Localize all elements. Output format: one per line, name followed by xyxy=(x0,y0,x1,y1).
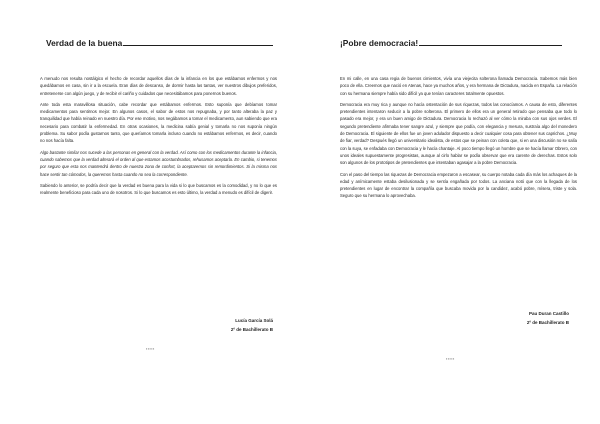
right-page xyxy=(300,0,600,424)
author-course: 2º de Bachillerato B xyxy=(230,327,273,332)
author-name: Pau Duran Castillo xyxy=(528,311,569,316)
paragraph: A menudo nos resulta nostálgico el hecho de recordar aquellos días de la infancia en los que estábamos enfermos y nos quedábamos en casa, sin ir a la escuela. Eran días de descanso, de dormir hasta las tantas, ver nuestros dibujos preferidos, entretenerse con algún juego, y de recibir el cariño y cuidados que necesitábamos para ponernos buenos. xyxy=(40,76,277,96)
page-mark: ▪▪▪▪▪ xyxy=(446,357,455,361)
article-body-right xyxy=(340,75,577,204)
paragraph: Ante toda esta maravillosa situación, cabe recordar que estábamos enfermos. Esto suponía que debíamos tomar medicamentos para sentirnos mejor. En algunos casos, el sabor de estos nos repugnaba, y por tanto alteraba la paz y tranquilidad que había reinado en nuestro día. Por ese motivo, nos negábamos a tomar el medicamento, aun sabiendo que era necesario para combatir la enfermedad. En otras ocasiones, la medicina sabía genial y tomarla no nos suponía ningún problema. Su sabor podía gustarnos tanto, que queríamos tomarla incluso cuando no estábamos enfermos, es decir, cuando no nos hacía falta. xyxy=(40,101,277,144)
paragraph: En mi calle, en una casa regia de buenos cimientos, vivía una viejecita solterona llamada Democracia. Sabemos más bien poco de ella. Creemos que nació en Atenas, hace ya muchos años, y era hermana de Dictadura, nacida en España. La relación con su hermana siempre había sido difícil ya que tenían caracteres totalmente opuestos. xyxy=(340,76,577,96)
author-name: Lucía García Solá xyxy=(235,318,273,323)
article-title-right xyxy=(340,38,562,48)
title-text: Verdad de la buena xyxy=(46,38,123,48)
paragraph: Democracia era muy rica y aunque no hacía ostentación de sus riquezas, todos las conocíamos. A causa de esto, diferentes pretendientes intentaron seducir a la pobre solterona. El primero de ellos era un general retirado que pensaba que todo lo pasado era mejor, y era un buen amigo de Dictadura. Democracia lo rechazó al ver cómo la miraba con sus ojos verdes. El segundo pretendiente afirmaba tener sangre azul, y siempre que podía, con elegancia y mesura, sustraía algo del monedero de Democracia. El siguiente de ellos fue un joven adulador dispuesto a decir cualquier cosa para obtener sus caprichos. ¿Muy de fiar, verdad? Después llegó un universitario idealista, de estos que se peinan con coleta que, si en una discusión no se salía con la suya, se enfadaba con Democracia y le hacía chantaje. Al poco tiempo llegó un hombre que se hacía llamar Obrero, con unos ideales supuestamente progresistas, aunque al cirlo hablar se podía observar que era carente de derechas. Estos solo son algunos de los prototipos de pretendientes que intentaban agasajar a la pobre Democracia. xyxy=(340,101,577,166)
article-title-left xyxy=(46,38,273,48)
paragraph: Con el paso del tiempo las riquezas de Democracia empezaron a escasear, su cuerpo notaba cada día más los achaques de la edad y anímicamente estaba desilusionada y se sentía engañada por todos. La anciana notó que con la llegada de los pretendientes en lugar de encontrar la compañía que buscaba movida por la candidez, acabó pobre, mísera, triste y sola. Seguro que su hermana lo aprovechaba. xyxy=(340,171,577,199)
article-body-left xyxy=(40,75,277,200)
page-mark: ▪▪▪▪▪ xyxy=(146,347,155,351)
paragraph: Sabiendo lo anterior, se podría decir que la verdad es buena para la vida si lo que buscamos es la comodidad, y no lo que es realmente beneficioso para cada uno de nosotros. Si lo que buscamos es esto último, la verdad a menudo es difícil de digerir. xyxy=(40,182,277,196)
author-course: 2º de Bachillerato B xyxy=(526,320,569,325)
author-signature-left xyxy=(231,316,273,334)
author-signature-right xyxy=(527,309,569,327)
title-underline xyxy=(123,38,273,46)
title-underline xyxy=(419,38,562,46)
title-text: ¡Pobre democracia! xyxy=(340,38,419,48)
paragraph: Algo bastante similar nos sucede a las personas en general con la verdad. Así como con los medicamentos durante la infancia, cuando sabemos que la verdad alterará el orden al que estamos acostumbrados, rehusamos aceptarla. En cambio, si tenemos por seguro que esta nos mantendrá dentro de nuestra zona de confort, la aceptaremos sin remordimientos. Si la misma nos hace sentir tan cómodos, la queremos hasta cuando no sea la correspondiente. xyxy=(40,149,277,177)
